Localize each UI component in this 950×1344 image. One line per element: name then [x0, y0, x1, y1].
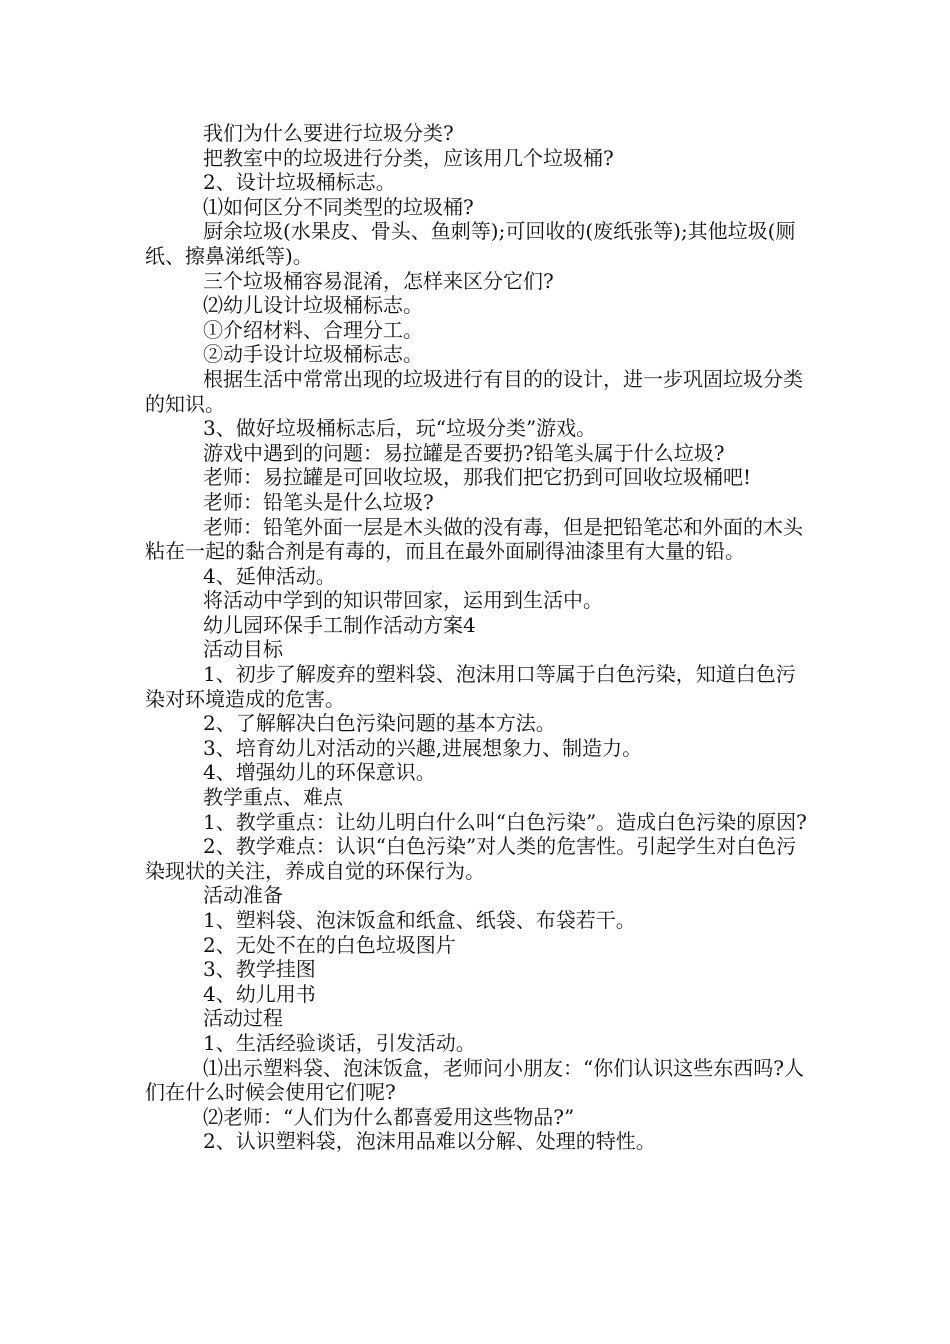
paragraph: 把教室中的垃圾进行分类，应该用几个垃圾桶? — [203, 145, 614, 170]
paragraph: 2、了解解决白色污染问题的基本方法。 — [203, 711, 556, 736]
paragraph: 2、设计垃圾桶标志。 — [203, 170, 396, 195]
paragraph: 4、增强幼儿的环保意识。 — [203, 760, 436, 785]
paragraph: 2、无处不在的白色垃圾图片 — [203, 932, 456, 957]
paragraph: 将活动中学到的知识带回家，运用到生活中。 — [203, 588, 603, 613]
section-heading: 教学重点、难点 — [203, 785, 343, 810]
section-heading: 活动目标 — [203, 637, 283, 662]
paragraph: 厨余垃圾(水果皮、骨头、鱼刺等);可回收的(废纸张等);其他垃圾(厕纸、擦鼻涕纸等)。 — [145, 219, 796, 268]
paragraph: 1、塑料袋、泡沫饭盒和纸盒、纸袋、布袋若干。 — [203, 908, 636, 932]
paragraph: 老师：铅笔外面一层是木头做的没有毒，但是把铅笔芯和外面的木头粘在一起的黏合剂是有毒的，而且在最外面刷得油漆里有大量的铅。 — [145, 514, 803, 564]
section-title: 幼儿园环保手工制作活动方案4 — [203, 612, 476, 637]
paragraph: 3、做好垃圾桶标志后，玩“垃圾分类”游戏。 — [203, 416, 597, 441]
paragraph: 4、延伸活动。 — [203, 563, 336, 588]
paragraph: 2、认识塑料袋，泡沫用品难以分解、处理的特性。 — [203, 1129, 656, 1154]
paragraph: 1、生活经验谈话，引发活动。 — [203, 1030, 476, 1055]
paragraph: 1、初步了解废弃的塑料袋、泡沫用口等属于白色污染，知道白色污染对环境造成的危害。 — [145, 662, 796, 711]
paragraph: 三个垃圾桶容易混淆，怎样来区分它们? — [203, 268, 554, 293]
paragraph: ⑴如何区分不同类型的垃圾桶? — [203, 194, 474, 219]
paragraph: 4、幼儿用书 — [203, 981, 316, 1006]
paragraph: 3、培育幼儿对活动的兴趣,进展想象力、制造力。 — [203, 735, 643, 760]
paragraph: 老师：易拉罐是可回收垃圾，那我们把它扔到可回收垃圾桶吧! — [203, 465, 752, 490]
paragraph: 根据生活中常常出现的垃圾进行有目的的设计，进一步巩固垃圾分类的知识。 — [145, 366, 803, 416]
paragraph: ①介绍材料、合理分工。 — [203, 317, 423, 342]
paragraph: 老师：铅笔头是什么垃圾? — [203, 489, 434, 514]
section-heading: 活动过程 — [203, 1006, 283, 1031]
paragraph: ⑴出示塑料袋、泡沫饭盒，老师问小朋友：“你们认识这些东西吗?人们在什么时候会使用它们呢? — [145, 1055, 804, 1105]
paragraph: ②动手设计垃圾桶标志。 — [203, 342, 423, 367]
paragraph: ⑵老师：“人们为什么都喜爱用这些物品?” — [203, 1104, 575, 1129]
paragraph: 1、教学重点：让幼儿明白什么叫“白色污染”。造成白色污染的原因? — [203, 809, 807, 834]
paragraph: 2、教学难点：认识“白色污染”对人类的危害性。引起学生对白色污染现状的关注，养成自觉的环保行为。 — [145, 834, 797, 883]
section-heading: 活动准备 — [203, 883, 283, 908]
paragraph: 游戏中遇到的问题：易拉罐是否要扔?铅笔头属于什么垃圾? — [203, 440, 725, 465]
paragraph: ⑵幼儿设计垃圾桶标志。 — [203, 293, 423, 318]
paragraph: 我们为什么要进行垃圾分类? — [203, 121, 454, 145]
document-body — [145, 121, 810, 1154]
paragraph: 3、教学挂图 — [203, 957, 316, 982]
